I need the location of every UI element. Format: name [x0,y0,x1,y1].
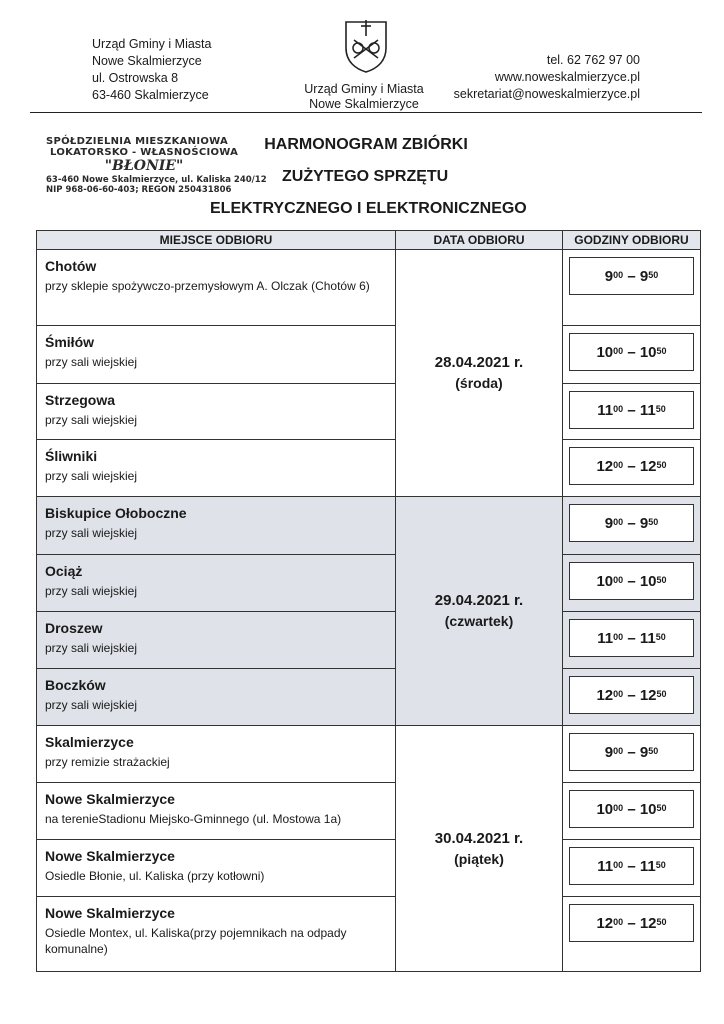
end-minutes: 50 [655,404,666,414]
schedule-table [36,230,701,972]
table-row [37,612,701,669]
time-separator: – [623,514,640,532]
collection-day: (czwartek) [444,613,514,629]
time-separator: – [623,686,640,704]
place [37,783,395,827]
start-minutes: 00 [613,746,624,756]
start-minutes: 00 [613,917,624,927]
end-hour: 10 [639,343,657,361]
end-hour: 11 [639,401,656,419]
place-description: przy sali wiejskiej [45,413,138,427]
time-range [569,676,694,714]
start-hour: 11 [597,401,614,419]
place-name: Biskupice Ołoboczne [45,505,187,521]
address-line: Urząd Gminy i Miasta [92,37,212,51]
time-range [569,333,694,371]
start-hour: 11 [597,857,614,875]
table-row [37,840,701,897]
phone-number: tel. 62 762 97 00 [546,53,640,67]
place [37,497,395,541]
time-separator: – [623,914,640,932]
start-hour: 12 [596,686,614,704]
time-range [569,619,694,657]
end-minutes: 50 [655,860,666,870]
place [37,250,395,294]
place [37,726,395,770]
office-name-line: Nowe Skalmierzyce [309,97,419,111]
document-title: ZUŻYTEGO SPRZĘTU [282,168,449,185]
place [37,612,395,656]
time-range [569,562,694,600]
end-hour: 9 [639,267,649,285]
start-hour: 10 [596,343,614,361]
address-line: ul. Ostrowska 8 [92,71,179,85]
place-description: Osiedle Montex, ul. Kaliska(przy pojemnikach na odpady komunalne) [45,926,347,956]
place-description: przy sali wiejskiej [45,526,138,540]
start-hour: 12 [596,457,614,475]
place [37,897,395,957]
time-range [569,257,694,295]
end-hour: 12 [639,457,657,475]
time-separator: – [623,267,640,285]
place-name: Śliwniki [45,448,98,464]
time-separator: – [623,743,640,761]
place-description: przy sali wiejskiej [45,698,138,712]
coat-of-arms-icon [342,18,390,74]
hours-cell [563,612,701,669]
place [37,840,395,884]
place [37,669,395,713]
start-hour: 10 [596,572,614,590]
hours-cell [563,384,701,440]
place-cell [37,669,396,726]
address-line: Nowe Skalmierzyce [92,54,202,68]
place-description: Osiedle Błonie, ul. Kaliska (przy kotłowni) [45,869,265,883]
end-hour: 12 [639,914,657,932]
table-row [37,326,701,384]
document-title: HARMONOGRAM ZBIÓRKI [264,136,468,153]
time-range [569,447,694,485]
end-minutes: 50 [656,917,667,927]
column-header-date: DATA ODBIORU [396,231,563,250]
time-range [569,790,694,828]
place-description: przy sklepie spożywczo-przemysłowym A. Olczak (Chotów 6) [45,279,370,293]
place-description: przy sali wiejskiej [45,469,138,483]
collection-date: 30.04.2021 r. [434,829,524,847]
start-minutes: 00 [613,270,624,280]
place-name: Ociąż [45,563,83,579]
time-separator: – [623,401,640,419]
table-row [37,384,701,440]
table-row [37,555,701,612]
table-row [37,497,701,555]
date-cell [396,250,563,497]
start-hour: 12 [596,914,614,932]
table-header-row [37,231,701,250]
cooperative-stamp [46,136,267,195]
office-name-line: Urząd Gminy i Miasta [304,82,424,96]
office-contact [454,52,640,103]
start-hour: 11 [597,629,614,647]
stamp-line: LOKATORSKO - WŁASNOŚCIOWA [50,147,239,158]
start-minutes: 00 [613,404,624,414]
place-cell [37,250,396,326]
end-minutes: 50 [656,346,667,356]
start-minutes: 00 [613,632,624,642]
place-description: przy sali wiejskiej [45,355,138,369]
hours-cell [563,497,701,555]
end-hour: 9 [639,514,649,532]
place-name: Śmiłów [45,334,95,350]
start-minutes: 00 [613,517,624,527]
place-description: przy sali wiejskiej [45,641,138,655]
time-range [569,504,694,542]
place-name: Skalmierzyce [45,734,134,750]
website-link[interactable]: www.noweskalmierzyce.pl [494,70,640,84]
place-name: Nowe Skalmierzyce [45,848,175,864]
place-cell [37,555,396,612]
time-range [569,847,694,885]
table-row [37,783,701,840]
place-cell [37,612,396,669]
place-name: Droszew [45,620,103,636]
place [37,326,395,370]
table-row [37,726,701,783]
office-name [286,82,442,112]
time-separator: – [623,457,640,475]
address-line: 63-460 Skalmierzyce [92,88,209,102]
hours-cell [563,669,701,726]
stamp-nip-regon: NIP 968-06-60-403; REGON 250431806 [46,185,232,195]
hours-cell [563,726,701,783]
column-header-place: MIEJSCE ODBIORU [37,231,396,250]
place-cell [37,326,396,384]
place [37,555,395,599]
end-hour: 11 [639,857,656,875]
start-minutes: 00 [613,346,624,356]
hours-cell [563,783,701,840]
start-minutes: 00 [613,689,624,699]
time-separator: – [623,857,640,875]
collection-day: (piątek) [454,850,504,867]
hours-cell [563,897,701,972]
place-cell [37,783,396,840]
hours-cell [563,440,701,497]
hours-cell [563,840,701,897]
place-description: przy sali wiejskiej [45,584,138,598]
stamp-line: SPÓŁDZIELNIA MIESZKANIOWA [46,136,229,147]
time-range [569,733,694,771]
time-separator: – [623,800,640,818]
time-separator: – [623,629,640,647]
end-hour: 10 [639,800,657,818]
start-hour: 9 [604,514,614,532]
table-row [37,669,701,726]
end-minutes: 50 [656,460,667,470]
start-minutes: 00 [613,860,624,870]
header-divider [30,112,702,113]
place-cell [37,384,396,440]
place-description: na terenieStadionu Miejsko-Gminnego (ul. Mostowa 1a) [45,812,342,826]
end-hour: 11 [639,629,656,647]
hours-cell [563,326,701,384]
end-hour: 12 [639,686,657,704]
place-name: Boczków [45,677,106,693]
document-title: ELEKTRYCZNEGO I ELEKTRONICZNEGO [210,200,527,217]
stamp-address: 63-460 Nowe Skalmierzyce, ul. Kaliska 240/12 [46,175,267,185]
start-hour: 9 [604,267,614,285]
date-cell [396,497,563,726]
hours-cell [563,555,701,612]
end-minutes: 50 [656,689,667,699]
end-minutes: 50 [648,746,659,756]
date-cell [396,726,563,972]
time-range [569,904,694,942]
place [37,440,395,484]
place-cell [37,726,396,783]
collection-day: (środa) [455,375,503,391]
end-minutes: 50 [648,270,659,280]
place-name: Nowe Skalmierzyce [45,905,175,921]
time-separator: – [623,572,640,590]
table-row [37,440,701,497]
end-hour: 9 [639,743,649,761]
table-row [37,897,701,972]
table-row [37,250,701,326]
start-minutes: 00 [613,803,624,813]
place-cell [37,840,396,897]
start-hour: 9 [604,743,614,761]
time-range [569,391,694,429]
place [37,384,395,428]
start-minutes: 00 [613,460,624,470]
email-link[interactable]: sekretariat@noweskalmierzyce.pl [453,87,640,101]
collection-date: 29.04.2021 r. [434,592,524,609]
place-name: Nowe Skalmierzyce [45,791,175,807]
column-header-hours: GODZINY ODBIORU [563,231,701,250]
stamp-name: "BŁONIE" [104,158,184,174]
place-name: Chotów [45,258,97,274]
place-description: przy remizie strażackiej [45,755,170,769]
start-minutes: 00 [613,575,624,585]
place-cell [37,897,396,972]
place-cell [37,497,396,555]
end-hour: 10 [639,572,657,590]
place-cell [37,440,396,497]
collection-date: 28.04.2021 r. [434,354,524,371]
time-separator: – [623,343,640,361]
place-name: Strzegowa [45,392,116,408]
end-minutes: 50 [656,575,667,585]
start-hour: 10 [596,800,614,818]
hours-cell [563,250,701,326]
end-minutes: 50 [656,803,667,813]
end-minutes: 50 [655,632,666,642]
office-address [92,36,211,104]
end-minutes: 50 [648,517,659,527]
